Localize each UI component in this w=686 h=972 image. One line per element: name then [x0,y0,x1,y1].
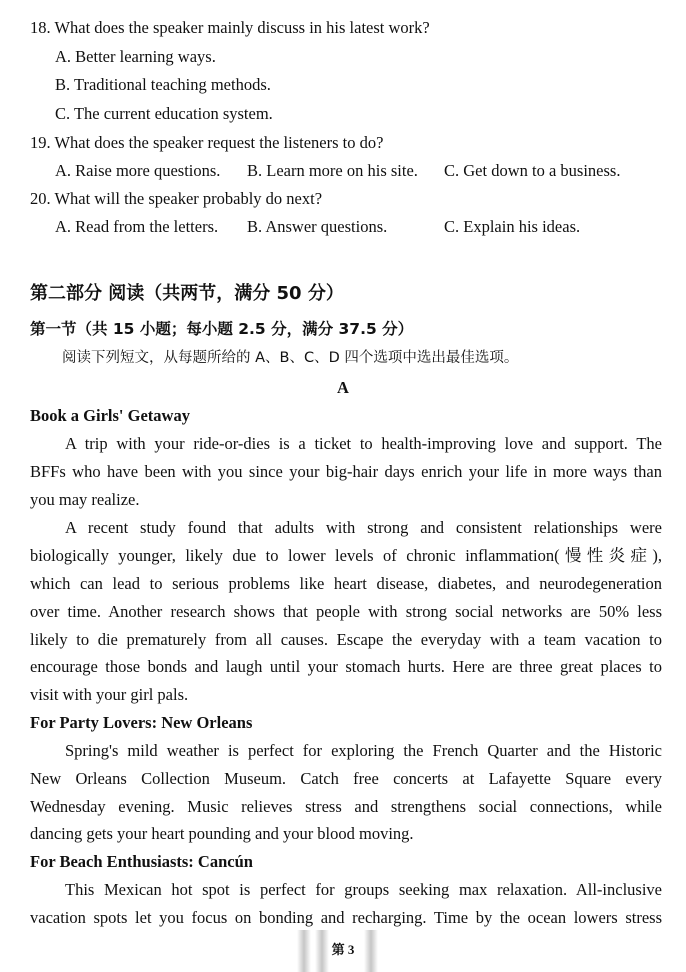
paragraph-1-line: BFFs who have been with you since your big-hair days enrich your life in more ways than [30,462,662,481]
option-18b: B. Traditional teaching methods. [55,75,271,94]
option-19a: A. Raise more questions. [55,161,221,180]
paragraph-1-line: you may realize. [30,490,140,509]
scan-smudge [315,930,329,972]
option-18a: A. Better learning ways. [55,47,216,66]
paragraph-2-line: A recent study found that adults with strong and consistent relationships were [65,518,662,537]
option-20b: B. Answer questions. [247,217,388,236]
passage-label: A [337,378,349,397]
option-18c: C. The current education system. [55,104,273,123]
paragraph-2-line: over time. Another research shows that people with strong social networks are 50% less [30,602,662,621]
part-title: 第二部分 阅读（共两节，满分 50 分） [30,283,344,304]
scan-smudge [364,930,378,972]
paragraph-3-line: dancing gets your heart pounding and your blood moving. [30,824,414,843]
instruction: 阅读下列短文，从每题所给的 A、B、C、D 四个选项中选出最佳选项。 [62,350,519,366]
paragraph-3-line: Spring's mild weather is perfect for exploring the French Quarter and the Historic [65,741,662,760]
heading-party-lovers: For Party Lovers: New Orleans [30,713,253,732]
option-19b: B. Learn more on his site. [247,161,418,180]
page-number: 第 3 [331,942,355,957]
paragraph-4-line: vacation spots let you focus on bonding and recharging. Time by the ocean lowers stress [30,908,662,927]
paragraph-3-line: New Orleans Collection Museum. Catch free concerts at Lafayette Square every [30,769,662,788]
paragraph-2-line: biologically younger, likely due to lower levels of chronic inflammation(慢性炎症), [30,546,662,565]
paragraph-2-line: visit with your girl pals. [30,685,189,704]
option-20c: C. Explain his ideas. [444,217,581,236]
option-19c: C. Get down to a business. [444,161,621,180]
question-18: 18. What does the speaker mainly discuss in his latest work? [30,18,430,37]
paragraph-2-line: which can lead to serious problems like heart disease, diabetes, and neurodegeneration [30,574,662,593]
paragraph-2-line: likely to die prematurely from all causes. Escape the everyday with a team vacation to [30,630,662,649]
option-20a: A. Read from the letters. [55,217,219,236]
paragraph-1-line: A trip with your ride-or-dies is a ticket to health-improving love and support. The [65,434,662,453]
sub-title: 第一节（共 15 小题；每小题 2.5 分，满分 37.5 分） [30,320,414,338]
paragraph-4-line: This Mexican hot spot is perfect for groups seeking max relaxation. All-inclusive [65,880,662,899]
passage-title: Book a Girls' Getaway [30,406,190,425]
scan-smudge [297,930,311,972]
paragraph-3-line: Wednesday evening. Music relieves stress and strengthens social connections, while [30,797,662,816]
paragraph-2-line: encourage those bonds and laugh until your stomach hurts. Here are three great places to [30,657,662,676]
heading-beach-enthusiasts: For Beach Enthusiasts: Cancún [30,852,253,871]
question-20: 20. What will the speaker probably do next? [30,189,323,208]
question-19: 19. What does the speaker request the listeners to do? [30,133,384,152]
